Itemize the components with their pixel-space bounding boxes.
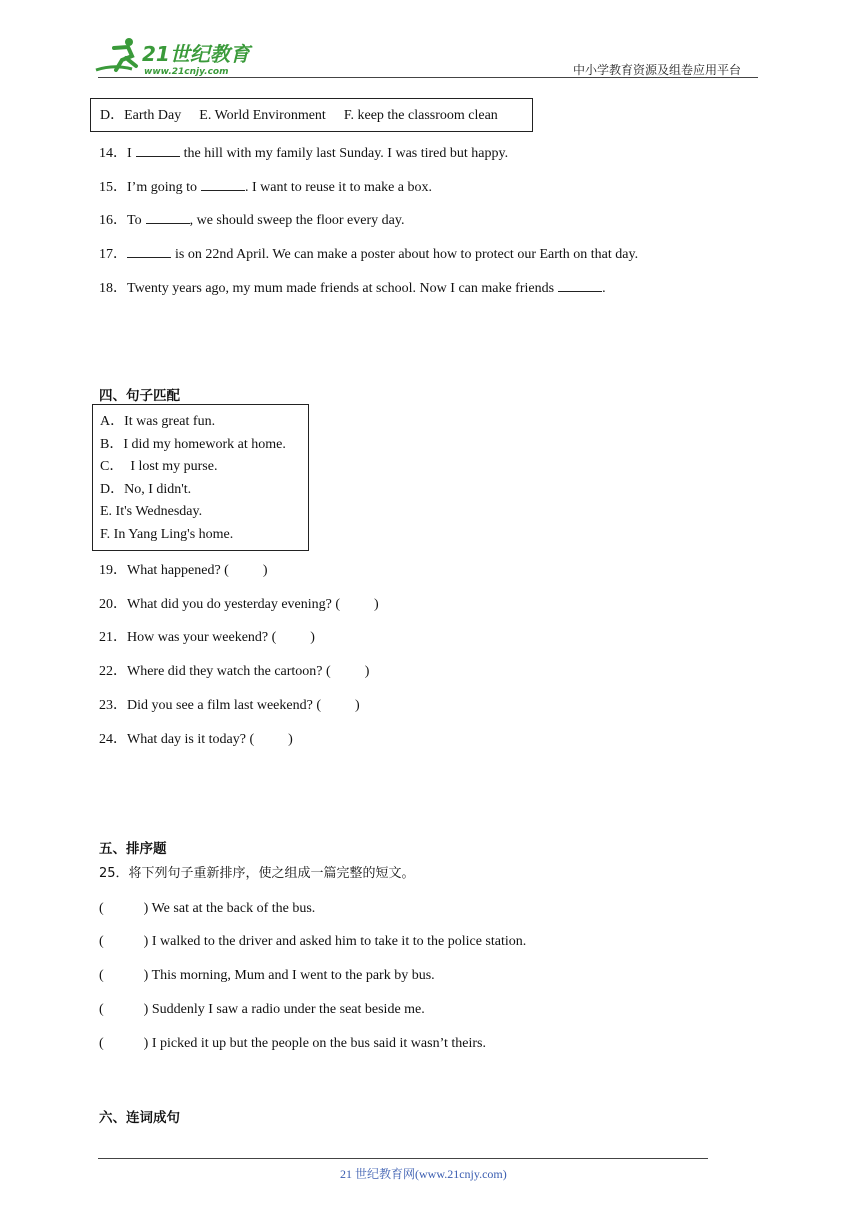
section-6-title: 六、连词成句 bbox=[99, 1110, 180, 1126]
question-25-instruction: 25．将下列句子重新排序，使之组成一篇完整的短文。 bbox=[99, 866, 415, 881]
option-f: F. In Yang Ling's home. bbox=[100, 526, 234, 542]
question-19: 19．What happened? ( ) bbox=[99, 563, 268, 578]
answer-blank[interactable] bbox=[127, 244, 171, 258]
answer-blank[interactable] bbox=[146, 210, 190, 224]
question-21: 21．How was your weekend? ( ) bbox=[99, 630, 315, 645]
question-15: 15．I’m going to . I want to reuse it to make a box. bbox=[99, 177, 432, 197]
word-box-item-e: E. World Environment bbox=[199, 108, 326, 123]
option-c: C． I lost my purse. bbox=[100, 459, 218, 474]
question-17: 17． is on 22nd April. We can make a poster about how to protect our Earth on that day. bbox=[99, 244, 638, 264]
header-right-text: 中小学教育资源及组卷应用平台 bbox=[573, 63, 742, 77]
option-a: A．It was great fun. bbox=[100, 414, 216, 429]
runner-icon bbox=[96, 38, 136, 70]
order-item-2: ( ) I walked to the driver and asked him to take it to the police station. bbox=[99, 934, 527, 949]
order-item-1: ( ) We sat at the back of the bus. bbox=[99, 901, 316, 916]
section-4-title: 四、句子匹配 bbox=[99, 388, 180, 404]
question-18: 18．Twenty years ago, my mum made friends at school. Now I can make friends . bbox=[99, 278, 606, 298]
option-e: E. It's Wednesday. bbox=[100, 504, 203, 519]
question-14: 14．I the hill with my family last Sunday. I was tired but happy. bbox=[99, 143, 508, 163]
option-d: D．No, I didn't. bbox=[100, 481, 192, 497]
answer-blank[interactable] bbox=[136, 143, 180, 157]
header-rule bbox=[98, 77, 758, 78]
answer-blank[interactable] bbox=[201, 177, 245, 191]
option-b: B．I did my homework at home. bbox=[100, 436, 286, 452]
question-22: 22．Where did they watch the cartoon? ( ) bbox=[99, 664, 370, 679]
footer-rule bbox=[98, 1158, 708, 1159]
footer-text: 21 世纪教育网(www.21cnjy.com) bbox=[340, 1167, 507, 1181]
logo-sub-text: www.21cnjy.com bbox=[144, 67, 229, 77]
section-5-title: 五、排序题 bbox=[99, 841, 167, 857]
order-item-4: ( ) Suddenly I saw a radio under the seat beside me. bbox=[99, 1002, 425, 1017]
answer-blank[interactable] bbox=[558, 278, 602, 292]
logo-main-text: 21世纪教育 bbox=[142, 42, 250, 66]
order-item-5: ( ) I picked it up but the people on the bus said it wasn’t theirs. bbox=[99, 1036, 486, 1051]
question-24: 24．What day is it today? ( ) bbox=[99, 732, 293, 747]
word-box-item-f: F. keep the classroom clean bbox=[343, 108, 498, 123]
site-logo bbox=[92, 36, 262, 78]
options-box bbox=[92, 404, 309, 551]
question-16: 16．To , we should sweep the floor every day. bbox=[99, 210, 404, 230]
word-box bbox=[90, 98, 533, 132]
word-box-item-d: D．Earth Day bbox=[100, 108, 182, 123]
question-20: 20．What did you do yesterday evening? ( ) bbox=[99, 597, 379, 612]
order-item-3: ( ) This morning, Mum and I went to the park by bus. bbox=[99, 968, 435, 983]
question-23: 23．Did you see a film last weekend? ( ) bbox=[99, 698, 360, 713]
